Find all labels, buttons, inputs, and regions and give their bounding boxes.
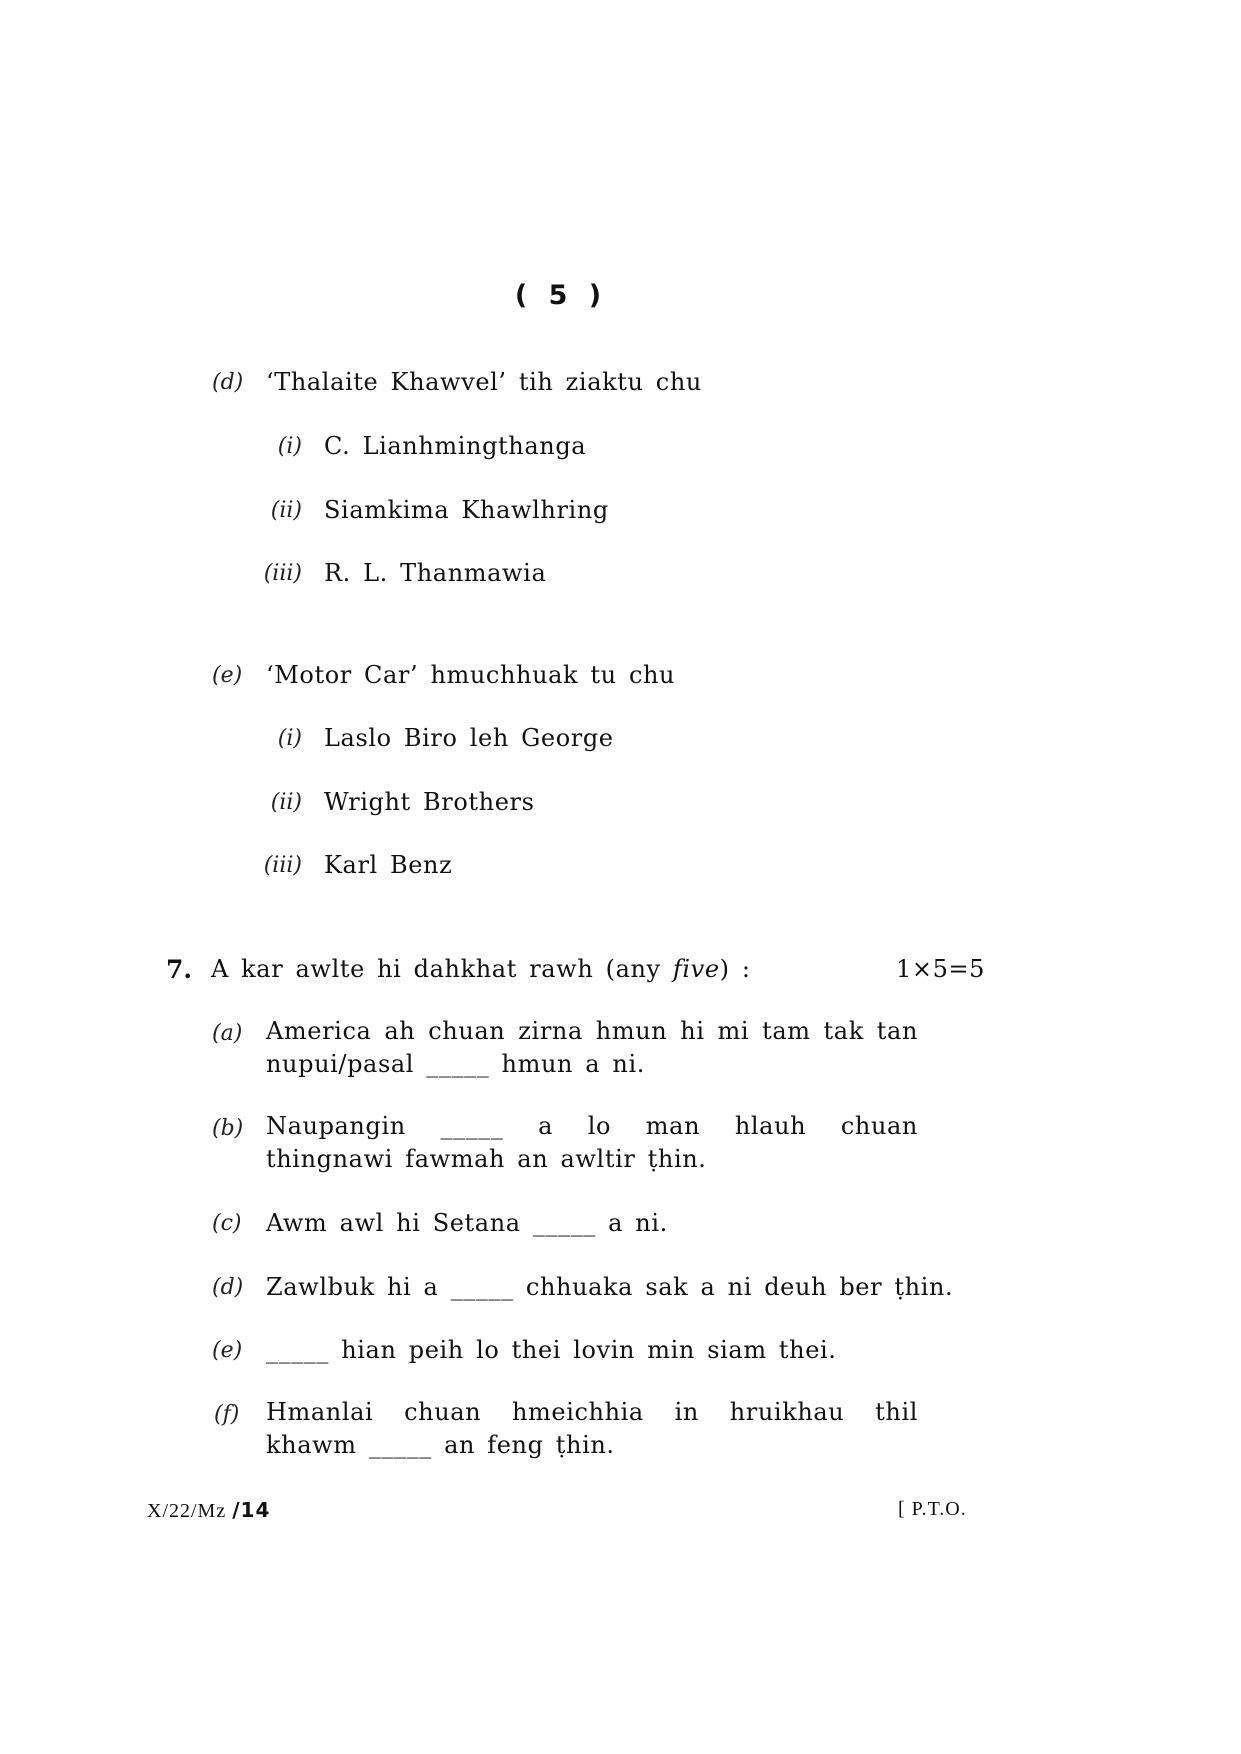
- option-label: (ii): [270, 790, 302, 815]
- question-stem-d: ‘Thalaite Khawvel’ tih ziaktu chu: [266, 368, 702, 396]
- paper-code: [147, 1498, 270, 1523]
- question-7-emphasis: five: [672, 955, 720, 983]
- item-text-c: Awm awl hi Setana _____ a ni.: [266, 1209, 668, 1237]
- option-label: (iii): [263, 853, 302, 878]
- item-label-a: (a): [212, 1021, 243, 1046]
- option-text: Laslo Biro leh George: [324, 724, 614, 752]
- item-text-b: Naupangin _____ a lo man hlauh chuan thingnawi fawmah an awltir ṭhin.: [266, 1112, 918, 1173]
- option-text: C. Lianhmingthanga: [324, 432, 587, 460]
- option-text: Siamkima Khawlhring: [324, 496, 609, 524]
- option-label: (i): [277, 434, 302, 459]
- item-label-e: (e): [212, 1338, 243, 1363]
- option-text: Karl Benz: [324, 851, 453, 879]
- pto-note: [ P.T.O.: [898, 1498, 967, 1520]
- question-number-7: 7.: [166, 955, 193, 984]
- item-label-f: (f): [214, 1402, 240, 1427]
- item-text-d: Zawlbuk hi a _____ chhuaka sak a ni deuh ber ṭhin.: [266, 1273, 954, 1301]
- question-stem-e: ‘Motor Car’ hmuchhuak tu chu: [266, 661, 676, 689]
- item-label-c: (c): [212, 1211, 242, 1236]
- option-label: (ii): [270, 498, 302, 523]
- option-text: R. L. Thanmawia: [324, 559, 547, 587]
- question-7-text: A kar awlte hi dahkhat rawh (any: [211, 955, 673, 983]
- question-7-marks: 1×5=5: [896, 955, 986, 983]
- question-label-e: (e): [212, 663, 243, 688]
- option-label: (iii): [263, 561, 302, 586]
- item-label-b: (b): [212, 1116, 244, 1141]
- question-7-prompt: [211, 955, 751, 983]
- page-number: ( 5 ): [514, 280, 608, 311]
- option-label: (i): [277, 726, 302, 751]
- item-text-f: Hmanlai chuan hmeichhia in hruikhau thil khawm _____ an feng ṭhin.: [266, 1398, 918, 1459]
- item-text-e: _____ hian peih lo thei lovin min siam thei.: [266, 1336, 837, 1364]
- item-label-d: (d): [212, 1275, 244, 1300]
- question-label-d: (d): [212, 370, 244, 395]
- question-7-text-end: ) :: [719, 955, 751, 983]
- item-text-a: America ah chuan zirna hmun hi mi tam tak tan nupui/pasal _____ hmun a ni.: [266, 1017, 918, 1078]
- paper-code-bold: /14: [232, 1498, 271, 1522]
- option-text: Wright Brothers: [324, 788, 535, 816]
- paper-code-text: X/22/Mz: [147, 1500, 233, 1522]
